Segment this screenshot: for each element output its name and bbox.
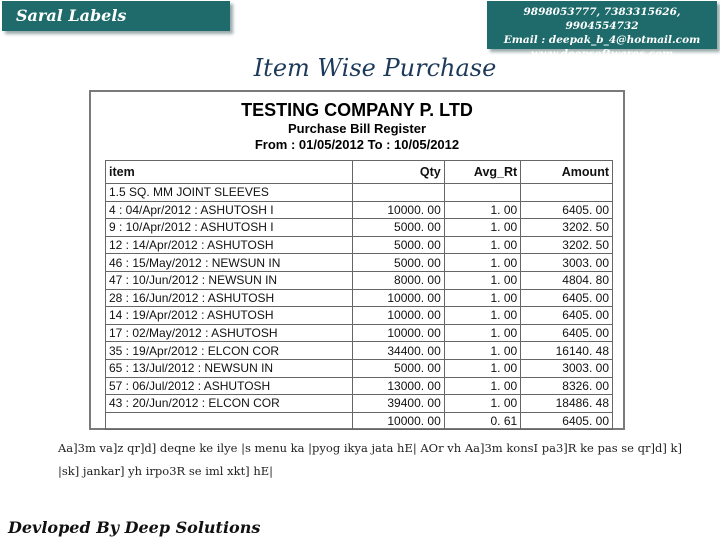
- table-row: [106, 307, 613, 325]
- cell-item: 46 : 15/May/2012 : NEWSUN IN: [106, 254, 353, 272]
- table-row: [106, 324, 613, 342]
- table-row: [106, 201, 613, 219]
- contact-phones: 9898053777, 7383315626, 9904554732: [523, 6, 681, 32]
- cell-avg-rt: 1. 00: [444, 377, 520, 395]
- cell-avg-rt: 1. 00: [444, 201, 520, 219]
- cell-item: [106, 412, 353, 430]
- contact-info-box: [487, 1, 717, 60]
- cell-avg-rt: 1. 00: [444, 236, 520, 254]
- cell-qty: 39400. 00: [353, 395, 445, 413]
- cell-item: 28 : 16/Jun/2012 : ASHUTOSH: [106, 289, 353, 307]
- report-company-name: TESTING COMPANY P. LTD: [241, 100, 473, 120]
- report-subtitle: Purchase Bill Register: [288, 121, 426, 136]
- cell-qty: 34400. 00: [353, 342, 445, 360]
- cell-amount: 6405. 00: [521, 324, 613, 342]
- table-row: [106, 219, 613, 237]
- group-row: [106, 184, 613, 202]
- column-header-item: item: [106, 161, 353, 184]
- cell-avg-rt: 1. 00: [444, 219, 520, 237]
- table-header-row: [106, 161, 613, 184]
- cell-amount: 18486. 48: [521, 395, 613, 413]
- cell-avg-rt: 1. 00: [444, 307, 520, 325]
- cell-avg-rt: 0. 61: [444, 412, 520, 430]
- cell-item: 35 : 19/Apr/2012 : ELCON COR: [106, 342, 353, 360]
- cell-item: 12 : 14/Apr/2012 : ASHUTOSH: [106, 236, 353, 254]
- cell-avg-rt: 1. 00: [444, 324, 520, 342]
- table-row: [106, 254, 613, 272]
- table-row: [106, 359, 613, 377]
- contact-website: www.deepsoftwares.com: [530, 48, 674, 60]
- footer-credit: Devloped By Deep Solutions: [8, 518, 261, 537]
- column-header-amount: Amount: [521, 161, 613, 184]
- cell-qty: 8000. 00: [353, 271, 445, 289]
- cell-item: 14 : 19/Apr/2012 : ASHUTOSH: [106, 307, 353, 325]
- total-row: [106, 412, 613, 430]
- cell-amount: 4804. 80: [521, 271, 613, 289]
- app-title-badge: [2, 1, 230, 55]
- cell-item: 43 : 20/Jun/2012 : ELCON COR: [106, 395, 353, 413]
- purchase-register-table: [105, 160, 613, 430]
- cell-qty: 13000. 00: [353, 377, 445, 395]
- page-title: Item Wise Purchase: [253, 54, 497, 82]
- table-row: [106, 289, 613, 307]
- cell-qty: 5000. 00: [353, 359, 445, 377]
- cell-avg-rt: 1. 00: [444, 271, 520, 289]
- contact-email: Email : deepak_b_4@hotmail.com: [503, 34, 701, 46]
- cell-amount: 6405. 00: [521, 289, 613, 307]
- cell-amount: 3202. 50: [521, 236, 613, 254]
- group-label: 1.5 SQ. MM JOINT SLEEVES: [106, 184, 353, 202]
- cell-amount: 6405. 00: [521, 201, 613, 219]
- cell-qty: 5000. 00: [353, 254, 445, 272]
- table-row: [106, 236, 613, 254]
- cell-amount: 3003. 00: [521, 254, 613, 272]
- cell-qty: 5000. 00: [353, 236, 445, 254]
- cell-item: 57 : 06/Jul/2012 : ASHUTOSH: [106, 377, 353, 395]
- table-row: [106, 395, 613, 413]
- report-period: From : 01/05/2012 To : 10/05/2012: [254, 137, 460, 152]
- cell-qty: 10000. 00: [353, 307, 445, 325]
- cell-avg-rt: 1. 00: [444, 395, 520, 413]
- cell-qty: 10000. 00: [353, 324, 445, 342]
- cell-amount: 6405. 00: [521, 307, 613, 325]
- cell-item: 17 : 02/May/2012 : ASHUTOSH: [106, 324, 353, 342]
- app-title: Saral Labels Management: [16, 6, 134, 55]
- table-row: [106, 377, 613, 395]
- cell-item: 4 : 04/Apr/2012 : ASHUTOSH I: [106, 201, 353, 219]
- table-row: [106, 342, 613, 360]
- cell-amount: 8326. 00: [521, 377, 613, 395]
- table-row: [106, 271, 613, 289]
- cell-item: 65 : 13/Jul/2012 : NEWSUN IN: [106, 359, 353, 377]
- cell-item: 47 : 10/Jun/2012 : NEWSUN IN: [106, 271, 353, 289]
- column-header-qty: Qty: [353, 161, 445, 184]
- report-preview: [89, 90, 625, 430]
- cell-avg-rt: 1. 00: [444, 342, 520, 360]
- cell-amount: 3202. 50: [521, 219, 613, 237]
- description-text: Aa]3m va]z qr]d] deqne ke ilye |s menu ka |pyog ikya jata hE| AOr vh Aa]3m konsI pa3]R ke pas se qr]d] k] |sk] jankar] yh irpo3R se iml xkt] hE|: [58, 441, 682, 478]
- cell-qty: 10000. 00: [353, 201, 445, 219]
- cell-qty: 10000. 00: [353, 412, 445, 430]
- cell-amount: 16140. 48: [521, 342, 613, 360]
- cell-avg-rt: 1. 00: [444, 359, 520, 377]
- column-header-avg-rt: Avg_Rt: [444, 161, 520, 184]
- cell-item: 9 : 10/Apr/2012 : ASHUTOSH I: [106, 219, 353, 237]
- cell-qty: 10000. 00: [353, 289, 445, 307]
- cell-amount: 6405. 00: [521, 412, 613, 430]
- cell-qty: 5000. 00: [353, 219, 445, 237]
- cell-amount: 3003. 00: [521, 359, 613, 377]
- cell-avg-rt: 1. 00: [444, 254, 520, 272]
- cell-avg-rt: 1. 00: [444, 289, 520, 307]
